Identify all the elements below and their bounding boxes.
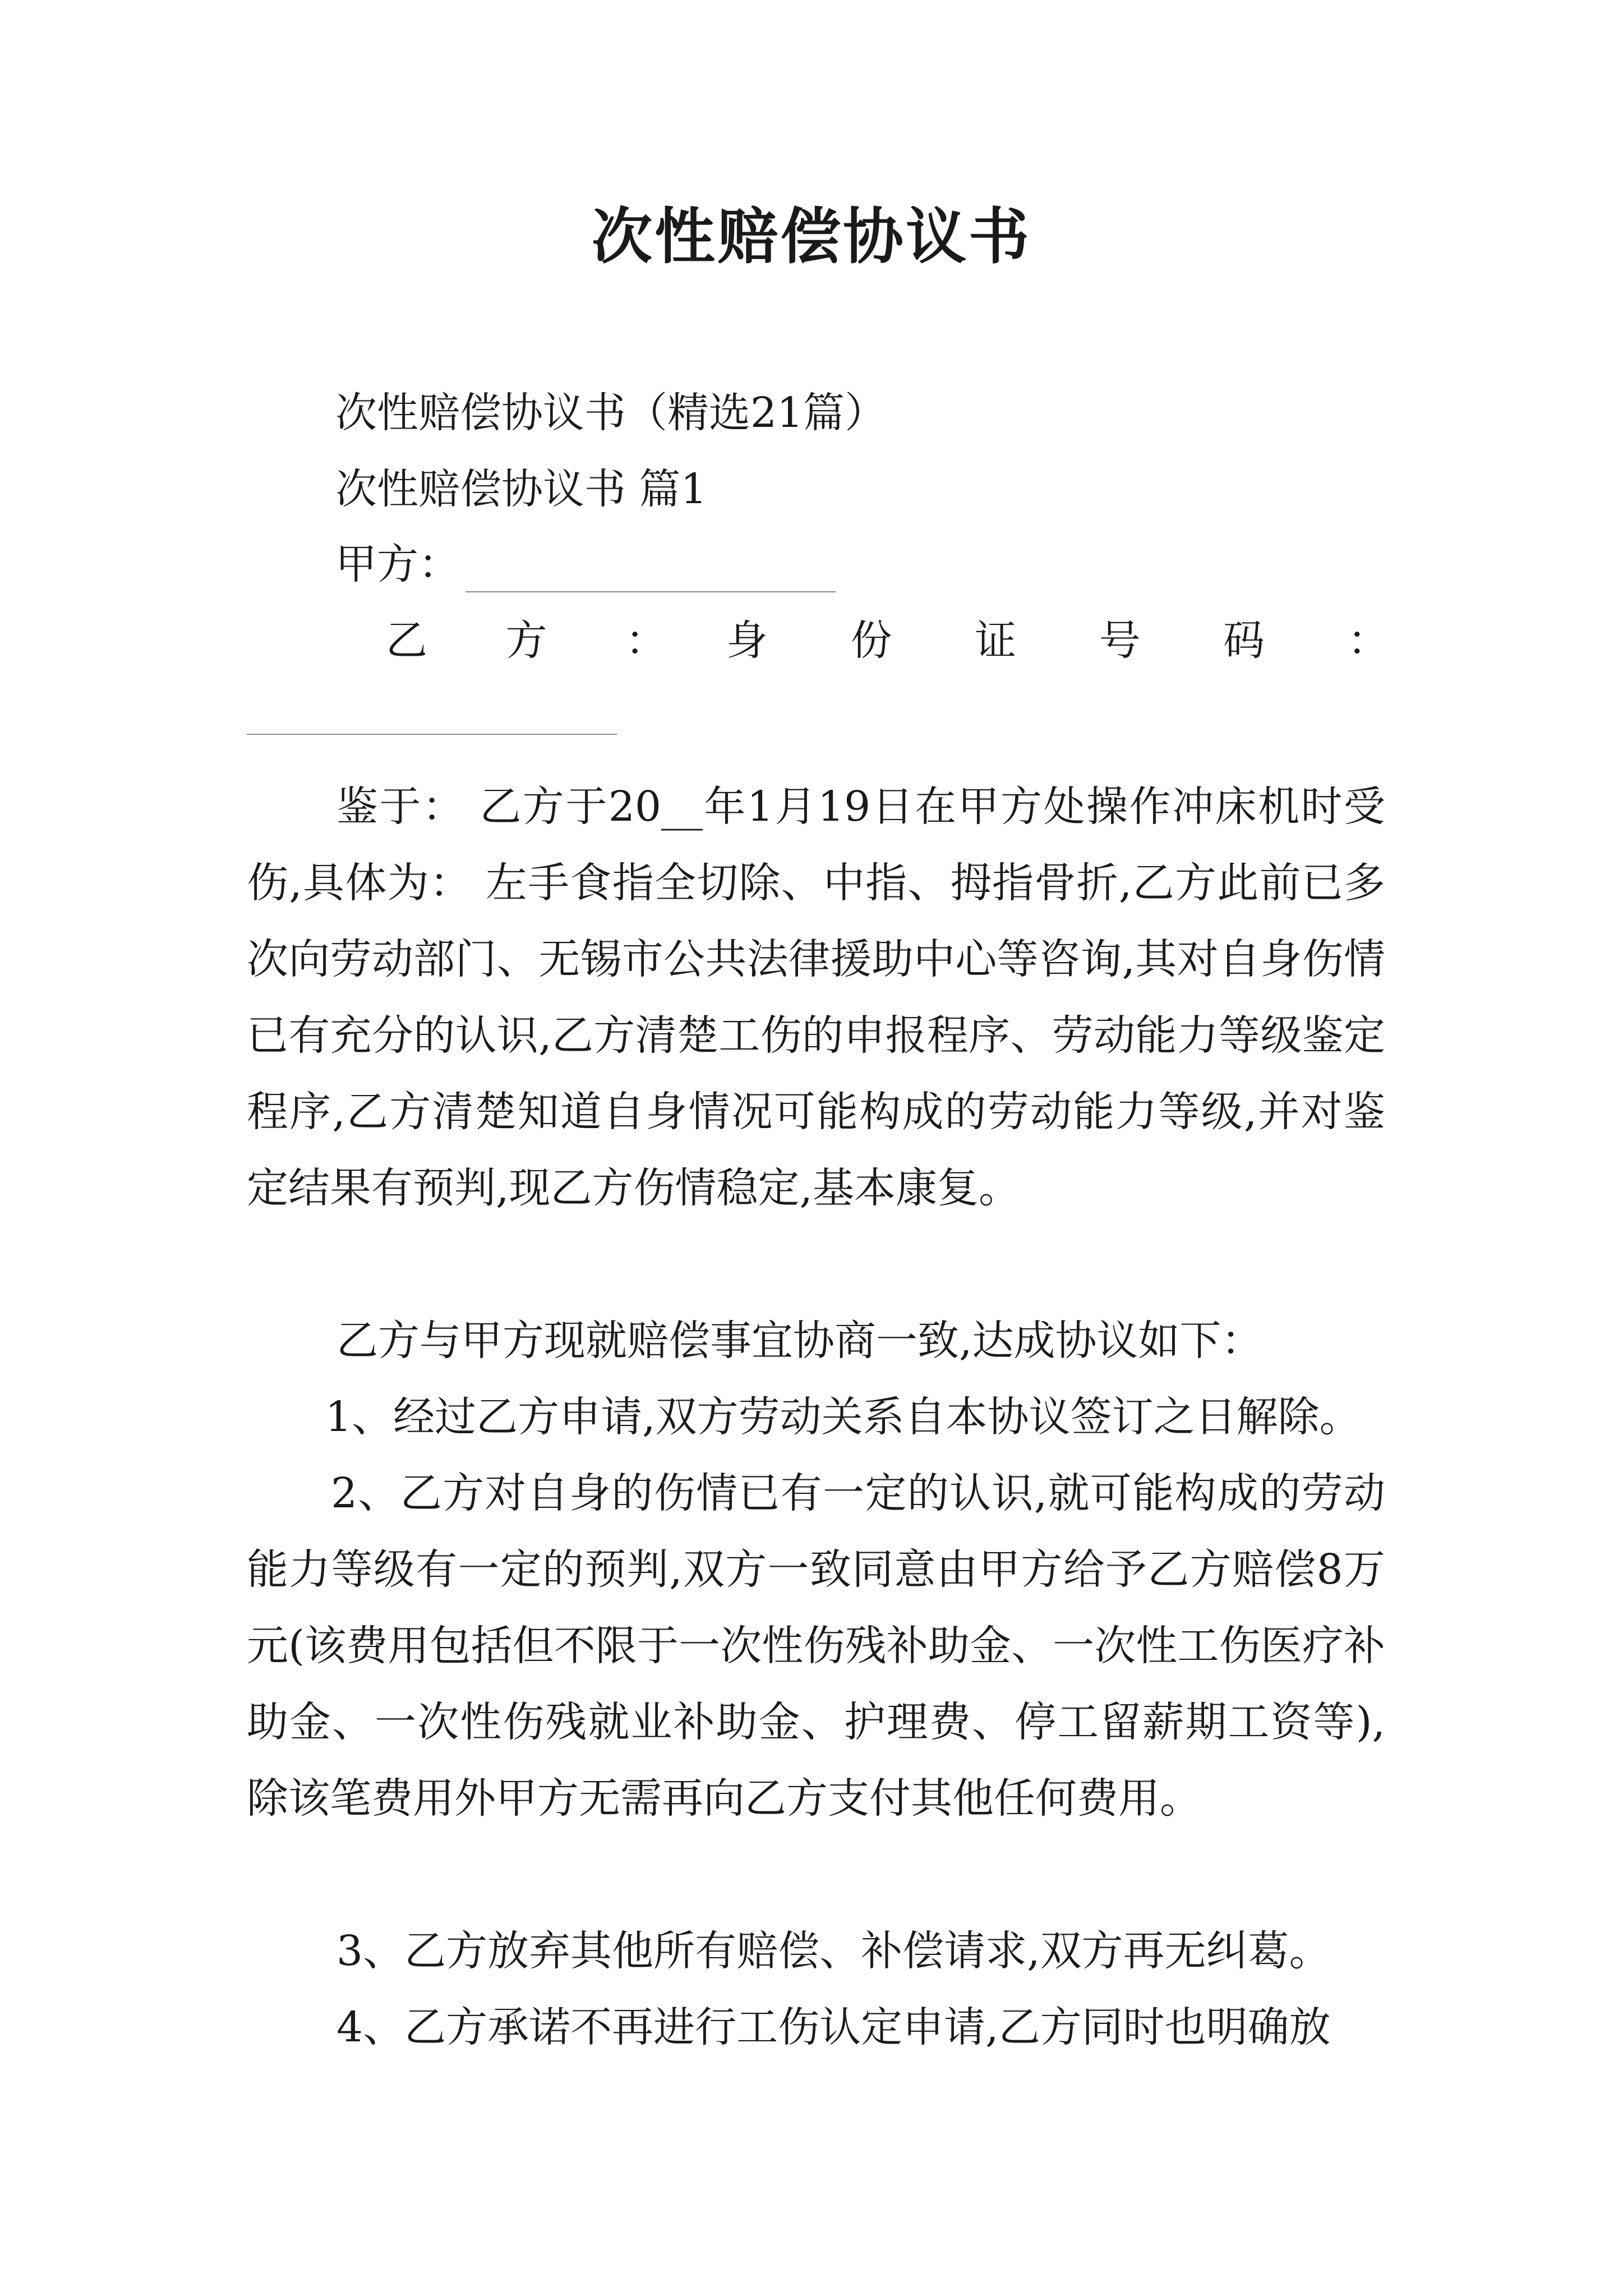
- party-a-blank: [465, 547, 836, 592]
- document-title: 次性赔偿协议书: [591, 201, 1031, 272]
- clause-2: 2、乙方对自身的伤情已有一定的认识,就可能构成的劳动能力等级有一定的预判,双方一致同意由甲方给予乙方赔偿8万元(该费用包括但不限于一次性伤残补助金、一次性工伤医疗补助金、一次性伤残就业补助金、护理费、停工留薪期工资等),除该笔费用外甲方无需再向乙方支付其他任何费用。: [247, 1469, 1385, 1823]
- recital-paragraph: 鉴于： 乙方于20__年1月19日在甲方处操作冲床机时受伤,具体为： 左手食指全切除、中指、拇指骨折,乙方此前已多次向劳动部门、无锡市公共法律援助中心等咨询,其对自身伤情已有充分的认识,乙方清楚工伤的申报程序、劳动能力等级鉴定程序,乙方清楚知道自身情况可能构成的劳动能力等级,并对鉴定结果有预判,现乙方伤情稳定,基本康复。: [247, 783, 1385, 1212]
- clause-3: 3、乙方放弃其他所有赔偿、补偿请求,双方再无纠葛。: [336, 1927, 1331, 1975]
- party-a-label: 甲方：: [335, 540, 460, 588]
- party-b-label: 乙 方 ：: [386, 616, 700, 665]
- party-a-line: [335, 536, 836, 592]
- document-subtitle: 次性赔偿协议书（精选21篇）: [335, 389, 887, 437]
- agreement-intro: 乙方与甲方现就赔偿事宜协商一致,达成协议如下：: [336, 1317, 1263, 1365]
- clause-1: 1、经过乙方申请,双方劳动关系自本协议签订之日解除。: [325, 1393, 1361, 1441]
- clause-4: 4、乙方承诺不再进行工伤认定申请,乙方同时也明确放: [336, 2003, 1331, 2051]
- section-heading: 次性赔偿协议书 篇1: [335, 465, 707, 513]
- party-b-line: [386, 613, 1424, 669]
- id-number-blank: [247, 734, 617, 735]
- id-number-label: 身 份 证 号 码 ：: [726, 616, 1424, 665]
